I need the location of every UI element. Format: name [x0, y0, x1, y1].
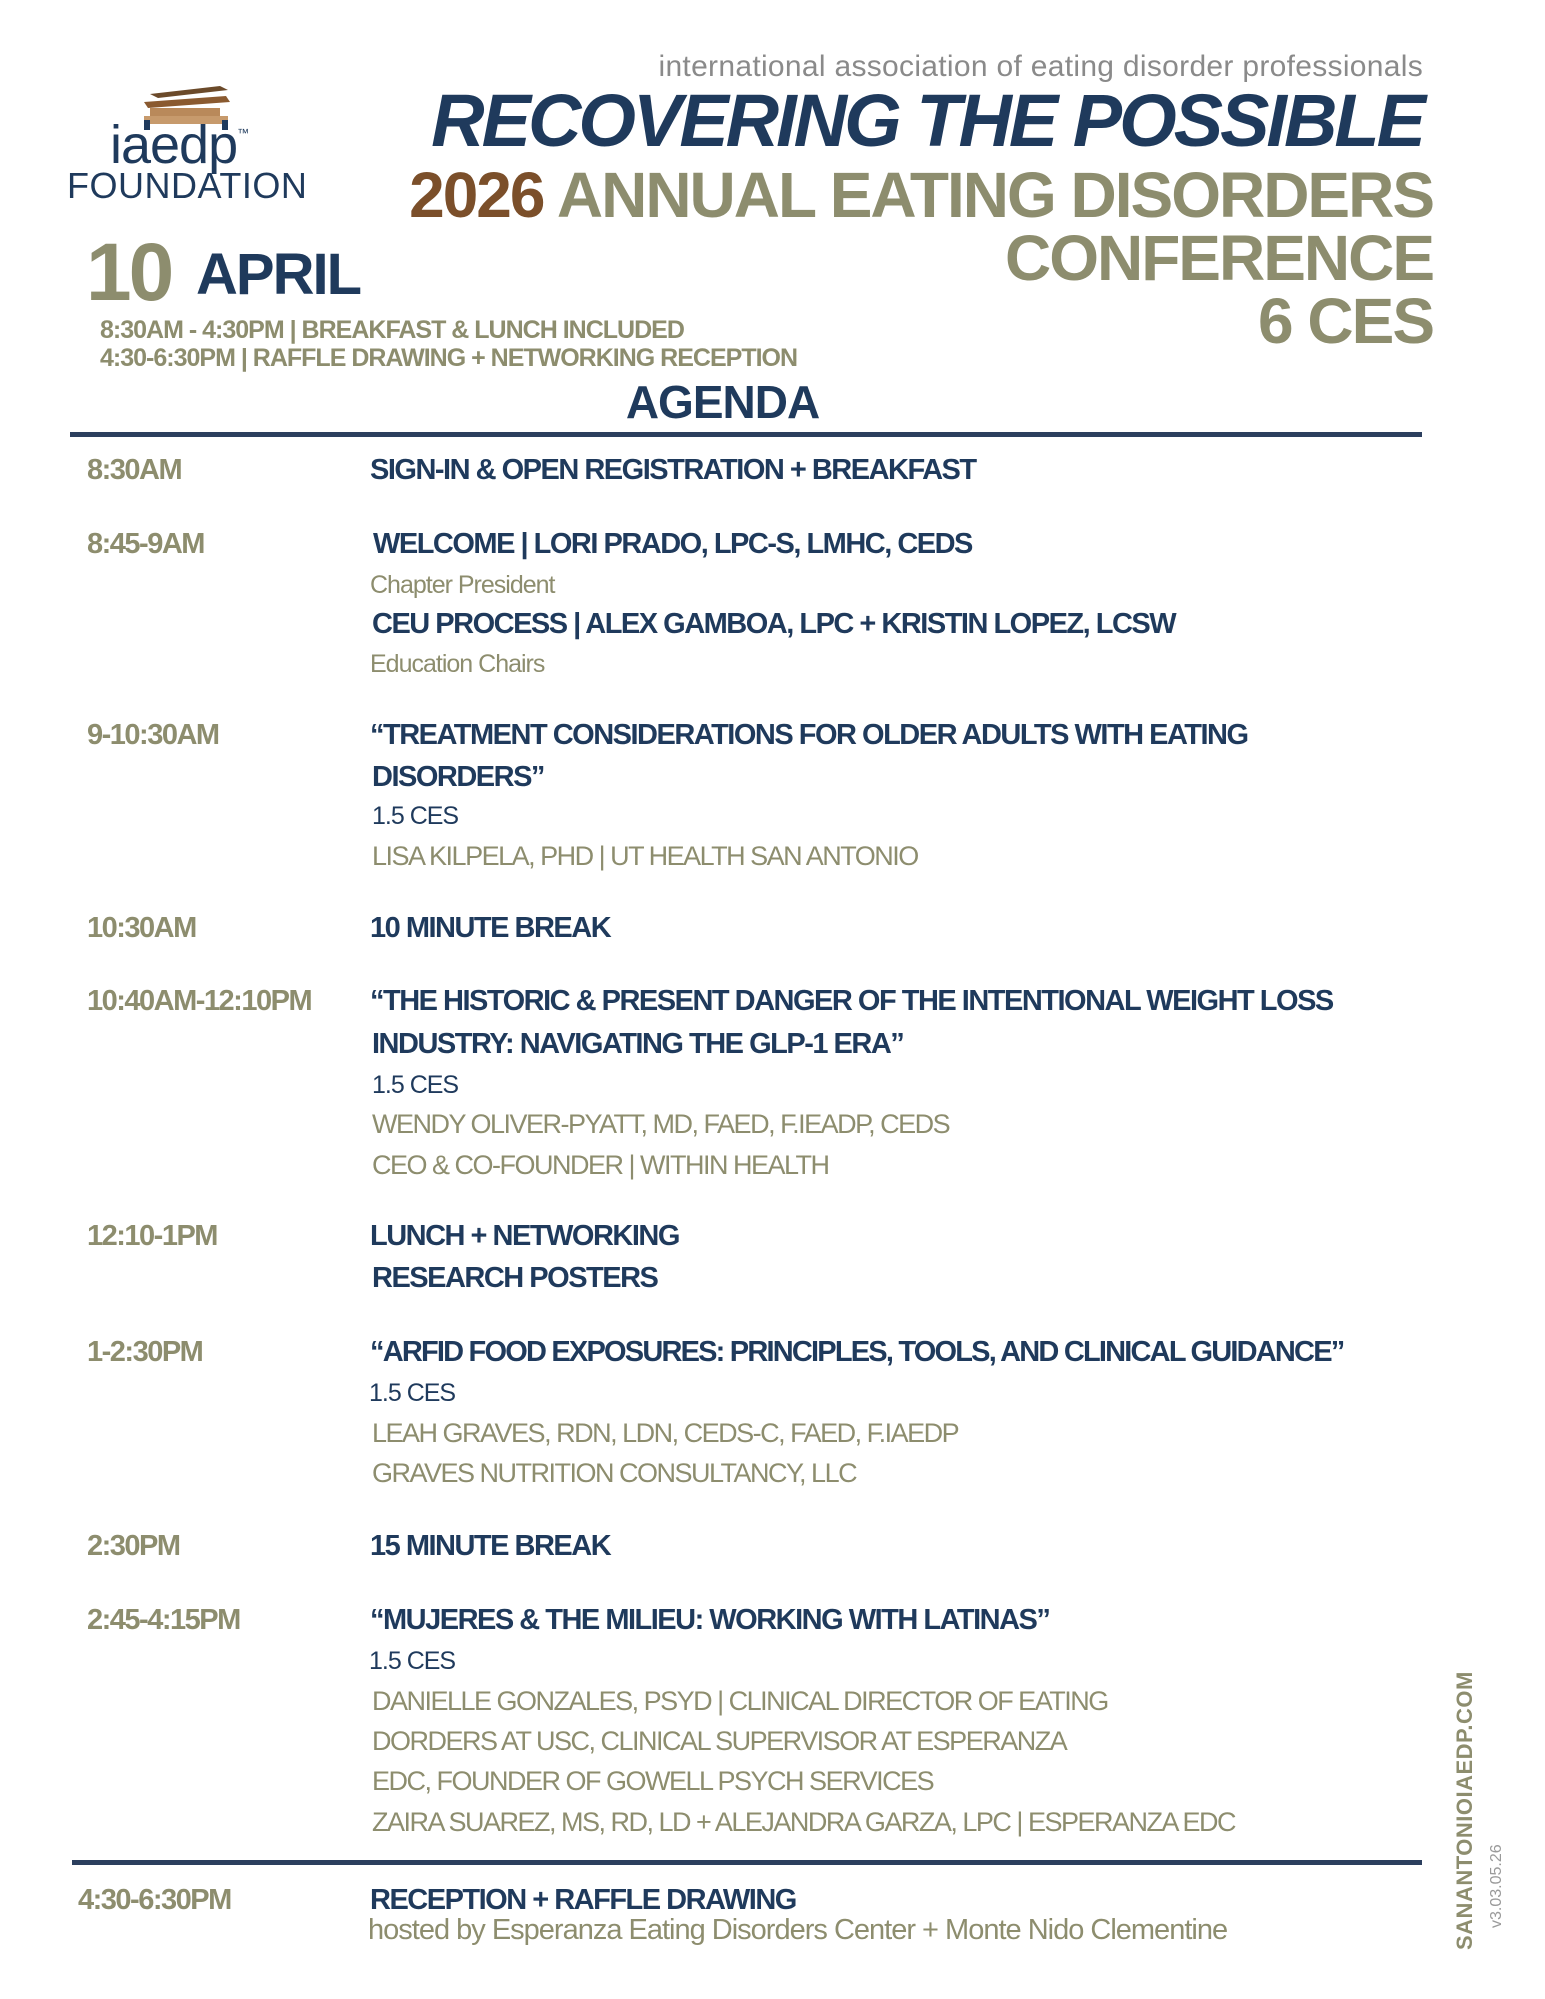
agenda-item-title: DISORDERS” — [372, 761, 544, 793]
agenda-item-title: LUNCH + NETWORKING — [370, 1220, 679, 1252]
agenda-item-speaker: EDC, FOUNDER OF GOWELL PSYCH SERVICES — [372, 1766, 934, 1796]
agenda-item-title: CEU PROCESS | ALEX GAMBOA, LPC + KRISTIN LOPEZ, LCSW — [372, 608, 1176, 640]
agenda-top-rule — [70, 432, 1422, 437]
agenda-item-title: INDUSTRY: NAVIGATING THE GLP-1 ERA” — [372, 1028, 904, 1060]
agenda-item-title: 10 MINUTE BREAK — [370, 912, 611, 944]
event-reception-hours: 4:30-6:30PM | RAFFLE DRAWING + NETWORKING RECEPTION — [100, 344, 798, 372]
iaedp-foundation-logo — [60, 70, 310, 210]
ces-total: 6 CES — [1258, 285, 1433, 357]
conference-word: CONFERENCE — [1004, 222, 1433, 294]
agenda-item-hosts: hosted by Esperanza Eating Disorders Center + Monte Nido Clementine — [368, 1914, 1228, 1946]
agenda-item-title: RESEARCH POSTERS — [372, 1262, 658, 1294]
conference-subtitle — [409, 159, 1433, 231]
event-month: APRIL — [196, 242, 360, 307]
conference-subtitle-text: ANNUAL EATING DISORDERS — [556, 159, 1433, 231]
agenda-item-title: “MUJERES & THE MILIEU: WORKING WITH LATINAS” — [370, 1604, 1050, 1636]
version-number: v3.03.05.26 — [1488, 1844, 1505, 1928]
agenda-item-title: “TREATMENT CONSIDERATIONS FOR OLDER ADULTS WITH EATING — [370, 719, 1248, 751]
agenda-item-title: 15 MINUTE BREAK — [370, 1530, 611, 1562]
agenda-item-speaker: LISA KILPELA, PHD | UT HEALTH SAN ANTONIO — [372, 841, 918, 871]
agenda-item-speaker: LEAH GRAVES, RDN, LDN, CEDS-C, FAED, F.IAEDP — [372, 1418, 959, 1448]
conference-title: RECOVERING THE POSSIBLE — [431, 79, 1423, 162]
agenda-item-role: Chapter President — [370, 571, 555, 599]
agenda-time: 8:45-9AM — [87, 528, 204, 560]
agenda-item-speaker: GRAVES NUTRITION CONSULTANCY, LLC — [372, 1458, 857, 1488]
agenda-item-speaker: ZAIRA SUAREZ, MS, RD, LD + ALEJANDRA GARZA, LPC | ESPERANZA EDC — [372, 1807, 1236, 1837]
agenda-item-speaker: DANIELLE GONZALES, PSYD | CLINICAL DIRECTOR OF EATING — [372, 1686, 1108, 1716]
conference-year: 2026 — [409, 159, 544, 231]
agenda-heading: AGENDA — [625, 376, 820, 428]
agenda-time: 1-2:30PM — [87, 1336, 203, 1368]
agenda-item-title: WELCOME | LORI PRADO, LPC-S, LMHC, CEDS — [373, 528, 972, 560]
agenda-item-title: SIGN-IN & OPEN REGISTRATION + BREAKFAST — [370, 454, 976, 486]
event-hours: 8:30AM - 4:30PM | BREAKFAST & LUNCH INCLUDED — [100, 316, 684, 344]
association-name: international association of eating disorder professionals — [658, 50, 1423, 83]
agenda-item-speaker: CEO & CO-FOUNDER | WITHIN HEALTH — [372, 1150, 829, 1180]
agenda-item-role: Education Chairs — [370, 650, 545, 678]
agenda-item-ces: 1.5 CES — [369, 1647, 456, 1675]
agenda-item-ces: 1.5 CES — [369, 1379, 456, 1407]
agenda-item-title: RECEPTION + RAFFLE DRAWING — [370, 1884, 796, 1916]
agenda-item-speaker: WENDY OLIVER-PYATT, MD, FAED, F.IEADP, CEDS — [372, 1109, 950, 1139]
logo-foundation-text: FOUNDATION — [67, 165, 308, 206]
agenda-time: 9-10:30AM — [87, 719, 219, 751]
logo-brand-text: iaedp™ — [110, 115, 249, 175]
agenda-item-ces: 1.5 CES — [372, 802, 459, 830]
agenda-item-speaker: DORDERS AT USC, CLINICAL SUPERVISOR AT ESPERANZA — [372, 1726, 1067, 1756]
agenda-time: 10:40AM-12:10PM — [87, 985, 312, 1017]
agenda-time: 2:30PM — [87, 1530, 180, 1562]
agenda-time: 4:30-6:30PM — [78, 1884, 231, 1916]
agenda-time: 2:45-4:15PM — [87, 1604, 240, 1636]
agenda-item-title: “THE HISTORIC & PRESENT DANGER OF THE INTENTIONAL WEIGHT LOSS — [370, 985, 1333, 1017]
agenda-item-ces: 1.5 CES — [372, 1071, 459, 1099]
agenda-bottom-rule — [72, 1860, 1422, 1865]
agenda-item-title: “ARFID FOOD EXPOSURES: PRINCIPLES, TOOLS, AND CLINICAL GUIDANCE” — [370, 1336, 1344, 1368]
agenda-time: 8:30AM — [87, 454, 182, 486]
website-url: SANANTONIOIAEDP.COM — [1452, 1671, 1477, 1950]
agenda-time: 10:30AM — [87, 912, 196, 944]
agenda-time: 12:10-1PM — [87, 1220, 217, 1252]
event-day: 10 — [86, 227, 172, 318]
